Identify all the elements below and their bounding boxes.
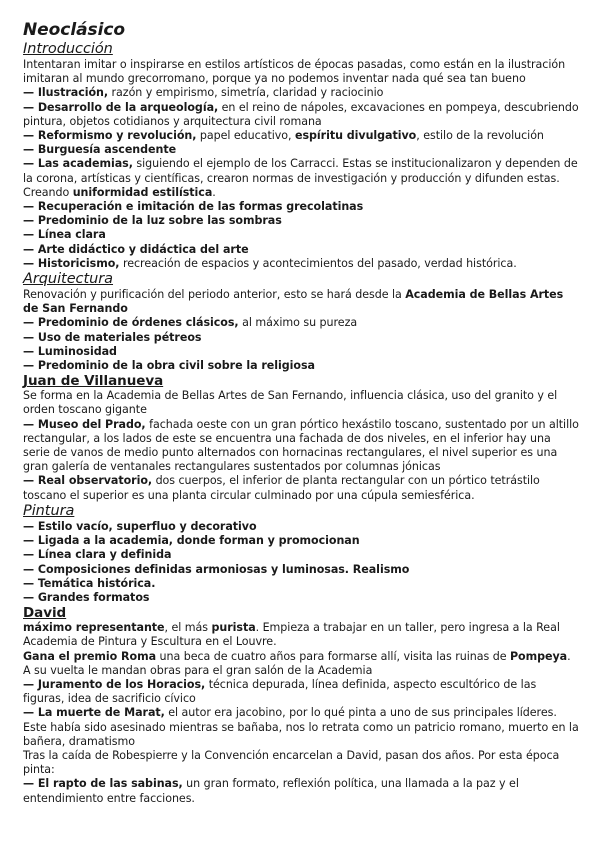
paragraph [23,101,579,129]
bold-text: — Predominio de la luz sobre las sombras [23,214,282,228]
paragraph [23,58,579,86]
paragraph [23,706,579,749]
bold-text: — Línea clara y definida [23,548,172,562]
paragraph [23,86,579,100]
paragraph [23,288,579,316]
paragraph [23,129,579,143]
bold-text: — Línea clara [23,228,106,242]
document-page [23,20,579,806]
bold-text: — Predominio de órdenes clásicos, [23,316,239,330]
bold-text: — Ligada a la academia, donde forman y promocionan [23,534,360,548]
paragraph [23,257,579,271]
section [23,41,579,271]
bold-text: purista [211,621,256,635]
paragraph [23,345,579,359]
text-run: , estilo de la revolución [416,129,544,143]
bold-text: espíritu divulgativo [294,129,417,143]
paragraph [23,331,579,345]
section [23,271,579,373]
paragraph [23,591,579,605]
paragraph [23,143,579,157]
paragraph [23,359,579,373]
bold-text: — Historicismo, [23,256,120,270]
text-run: recreación de espacios y acontecimientos del pasado, verdad histórica. [119,256,517,270]
section [23,503,579,605]
section-subheading: Juan de Villanueva [23,373,164,390]
paragraph [23,777,579,805]
section-subheading: David [23,605,67,622]
bold-text: Pompeya [509,649,568,663]
text-run: siguiendo el ejemplo de los Carracci. Estas se institucionalizaron y dependen de la corona, artísticas y científicas, crearon normas de investigación y producción y difunden estas. Creando [23,157,578,199]
text-run: Intentaran imitar o inspirarse en estilos artísticos de épocas pasadas, como están en la ilustración imitaran al mundo grecorromano, porque ya no podemos inventar nada qué sea tan bueno [23,58,566,86]
document-body [23,41,579,806]
paragraph [23,228,579,242]
bold-text: — Museo del Prado, [23,417,146,431]
section [23,605,579,806]
bold-text: — Grandes formatos [23,590,150,604]
paragraph [23,316,579,330]
section [23,373,579,503]
text-run: técnica depurada, línea definida, aspecto escultórico de las figuras, idea de sacrificio cívico [23,677,537,706]
paragraph [23,520,579,534]
text-run: fachada oeste con un gran pórtico hexástilo toscano, sustentado por un altillo rectangular, a los lados de este se encuentra una fachada de dos niveles, en el inferior hay una serie de vanos de medio punto alternados con hornacinas rectangulares, el nivel superior es una gran galería de ventanales rectangulares sustentados por columnas jónicas [23,417,579,474]
paragraph [23,200,579,214]
bold-text: — Recuperación e imitación de las formas grecolatinas [23,200,364,214]
paragraph [23,389,579,417]
bold-text: — Juramento de los Horacios, [23,677,206,691]
bold-text: — Predominio de la obra civil sobre la religiosa [23,359,315,373]
paragraph [23,577,579,591]
bold-text: — Composiciones definidas armoniosas y luminosas. Realismo [23,562,410,576]
text-run: papel educativo, [196,129,295,143]
text-run: . [212,185,216,199]
paragraph [23,214,579,228]
bold-text: — Estilo vacío, superfluo y decorativo [23,519,257,533]
paragraph [23,157,579,200]
bold-text: — Luminosidad [23,344,117,358]
paragraph [23,678,579,706]
bold-text: — Reformismo y revolución, [23,129,197,143]
bold-text: — Las academias, [23,157,133,171]
paragraph [23,474,579,502]
section-heading: Pintura [23,502,75,519]
section-heading: Arquitectura [23,271,114,288]
text-run: dos cuerpos, el inferior de planta rectangular con un pórtico tetrástilo toscano el superior es una planta circular culminado por una cúpula semiesférica. [23,474,540,502]
paragraph [23,749,579,777]
text-run: el autor era jacobino, por lo qué pinta a uno de sus principales líderes. Este había sido asesinado mientras se bañaba, nos lo retrata como un patricio romano, muerto en la bañera, dramatismo [23,706,579,748]
paragraph [23,563,579,577]
paragraph [23,534,579,548]
section-heading: Introducción [23,41,113,57]
text-run: una beca de cuatro años para formarse allí, visita las ruinas de [156,649,510,663]
paragraph [23,650,579,678]
document-title: Neoclásico [23,20,126,40]
text-run: Se forma en la Academia de Bellas Artes de San Fernando, influencia clásica, uso del granito y el orden toscano gigante [23,389,558,417]
text-run: . A su vuelta le mandan obras para el gran salón de la Academia [23,649,571,677]
text-run: al máximo su pureza [238,316,358,330]
bold-text: — Desarrollo de la arqueología, [23,100,219,114]
text-run: Tras la caída de Robespierre y la Convención encarcelan a David, pasan dos años. Por esta época pinta: [23,748,560,777]
text-run: en el reino de nápoles, excavaciones en pompeya, descubriendo pintura, objetos cotidianos y arquitectura civil romana [23,100,579,128]
text-run: un gran formato, reflexión política, una llamada a la paz y el entendimiento entre facciones. [23,777,519,805]
bold-text: Gana el premio Roma [23,649,157,663]
paragraph [23,418,579,475]
text-run: , el más [164,621,212,635]
bold-text: máximo representante [23,621,165,635]
bold-text: Academia de Bellas Artes de San Fernando [23,288,564,316]
bold-text: — La muerte de Marat, [23,706,165,720]
bold-text: — El rapto de las sabinas, [23,777,183,791]
bold-text: — Uso de materiales pétreos [23,330,202,344]
bold-text: — Arte didáctico y didáctica del arte [23,242,249,256]
paragraph [23,548,579,562]
bold-text: — Temática histórica. [23,576,156,590]
paragraph [23,243,579,257]
paragraph [23,621,579,649]
text-run: razón y empirismo, simetría, claridad y raciocinio [108,86,384,100]
bold-text: — Burguesía ascendente [23,143,177,157]
bold-text: — Real observatorio, [23,474,153,488]
text-run: . Empieza a trabajar en un taller, pero ingresa a la Real Academia de Pintura y Escultura en el Louvre. [23,621,560,649]
bold-text: uniformidad estilística [72,185,213,199]
bold-text: — Ilustración, [23,86,109,100]
text-run: Renovación y purificación del periodo anterior, esto se hará desde la [23,288,406,302]
